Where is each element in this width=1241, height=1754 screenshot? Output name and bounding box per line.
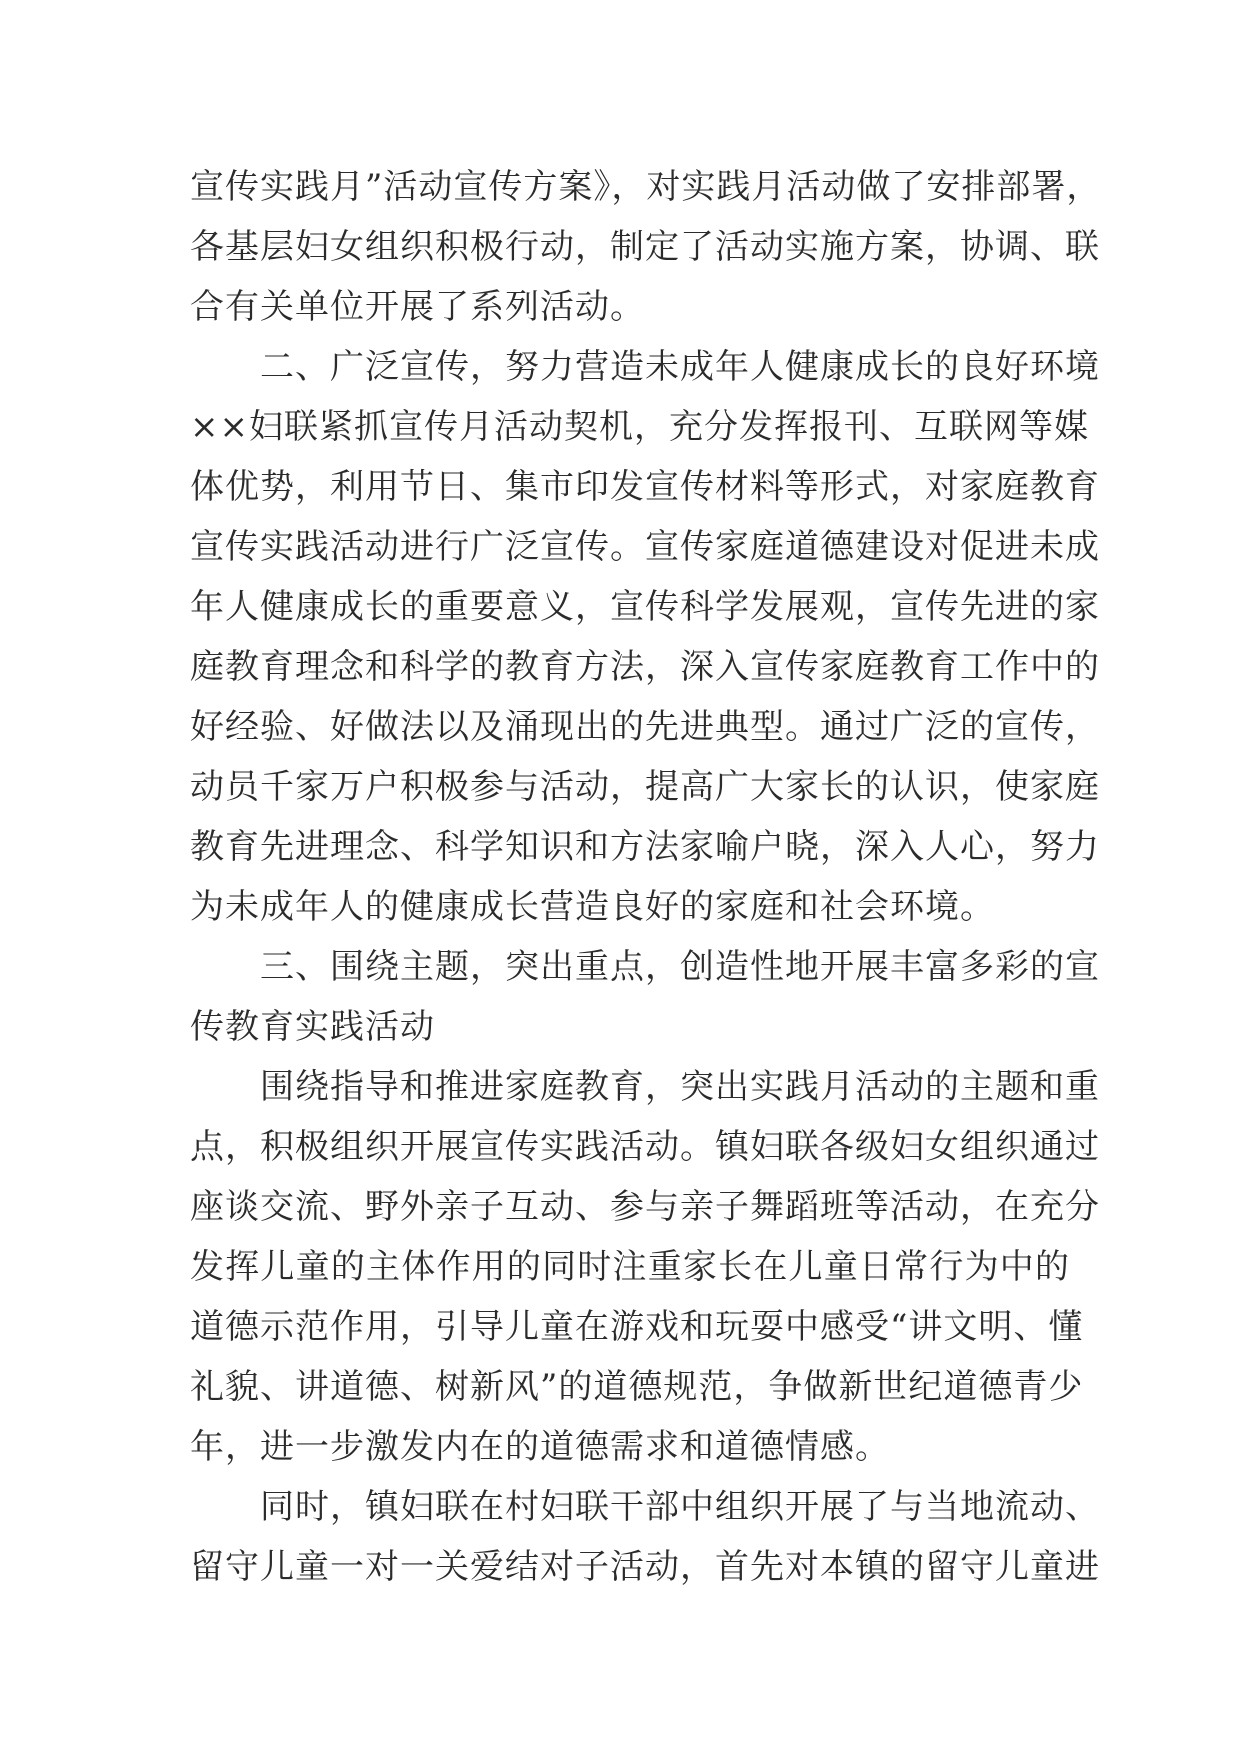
text-line: 礼貌、讲道德、树新风”的道德规范，争做新世纪道德青少 [190, 1367, 1084, 1407]
document-body [190, 157, 1102, 1597]
section-heading-continued: 传教育实践活动 [190, 1007, 435, 1047]
text-line: 围绕指导和推进家庭教育，突出实践月活动的主题和重 [190, 1067, 1100, 1107]
text-line: 发挥儿童的主体作用的同时注重家长在儿童日常行为中的 [190, 1247, 1070, 1287]
text-line: 合有关单位开展了系列活动。 [190, 287, 645, 327]
text-line: 动员千家万户积极参与活动，提高广大家长的认识，使家庭 [190, 767, 1100, 807]
text-line: 各基层妇女组织积极行动，制定了活动实施方案，协调、联 [190, 227, 1100, 267]
text-line: 宣传实践月”活动宣传方案》，对实践月活动做了安排部署， [190, 167, 1102, 207]
text-line: 道德示范作用，引导儿童在游戏和玩耍中感受“讲文明、懂 [190, 1307, 1084, 1347]
text-line: 留守儿童一对一关爱结对子活动，首先对本镇的留守儿童进 [190, 1547, 1100, 1587]
text-line: 庭教育理念和科学的教育方法，深入宣传家庭教育工作中的 [190, 647, 1100, 687]
text-line: 为未成年人的健康成长营造良好的家庭和社会环境。 [190, 887, 995, 927]
text-line: 好经验、好做法以及涌现出的先进典型。通过广泛的宣传， [190, 707, 1100, 747]
text-line: 座谈交流、野外亲子互动、参与亲子舞蹈班等活动，在充分 [190, 1187, 1100, 1227]
text-line: 点，积极组织开展宣传实践活动。镇妇联各级妇女组织通过 [190, 1127, 1100, 1167]
text-line: 教育先进理念、科学知识和方法家喻户晓，深入人心，努力 [190, 827, 1100, 867]
text-line: 体优势，利用节日、集市印发宣传材料等形式，对家庭教育 [190, 467, 1100, 507]
text-line: 年人健康成长的重要意义，宣传科学发展观，宣传先进的家 [190, 587, 1100, 627]
text-line: 同时，镇妇联在村妇联干部中组织开展了与当地流动、 [190, 1487, 1100, 1527]
text-line: 年，进一步激发内在的道德需求和道德情感。 [190, 1427, 890, 1467]
section-heading: 三、围绕主题，突出重点，创造性地开展丰富多彩的宣 [190, 947, 1100, 987]
text-line: 宣传实践活动进行广泛宣传。宣传家庭道德建设对促进未成 [190, 527, 1100, 567]
text-line: ××妇联紧抓宣传月活动契机，充分发挥报刊、互联网等媒 [190, 407, 1089, 447]
section-heading: 二、广泛宣传，努力营造未成年人健康成长的良好环境 [190, 347, 1100, 387]
